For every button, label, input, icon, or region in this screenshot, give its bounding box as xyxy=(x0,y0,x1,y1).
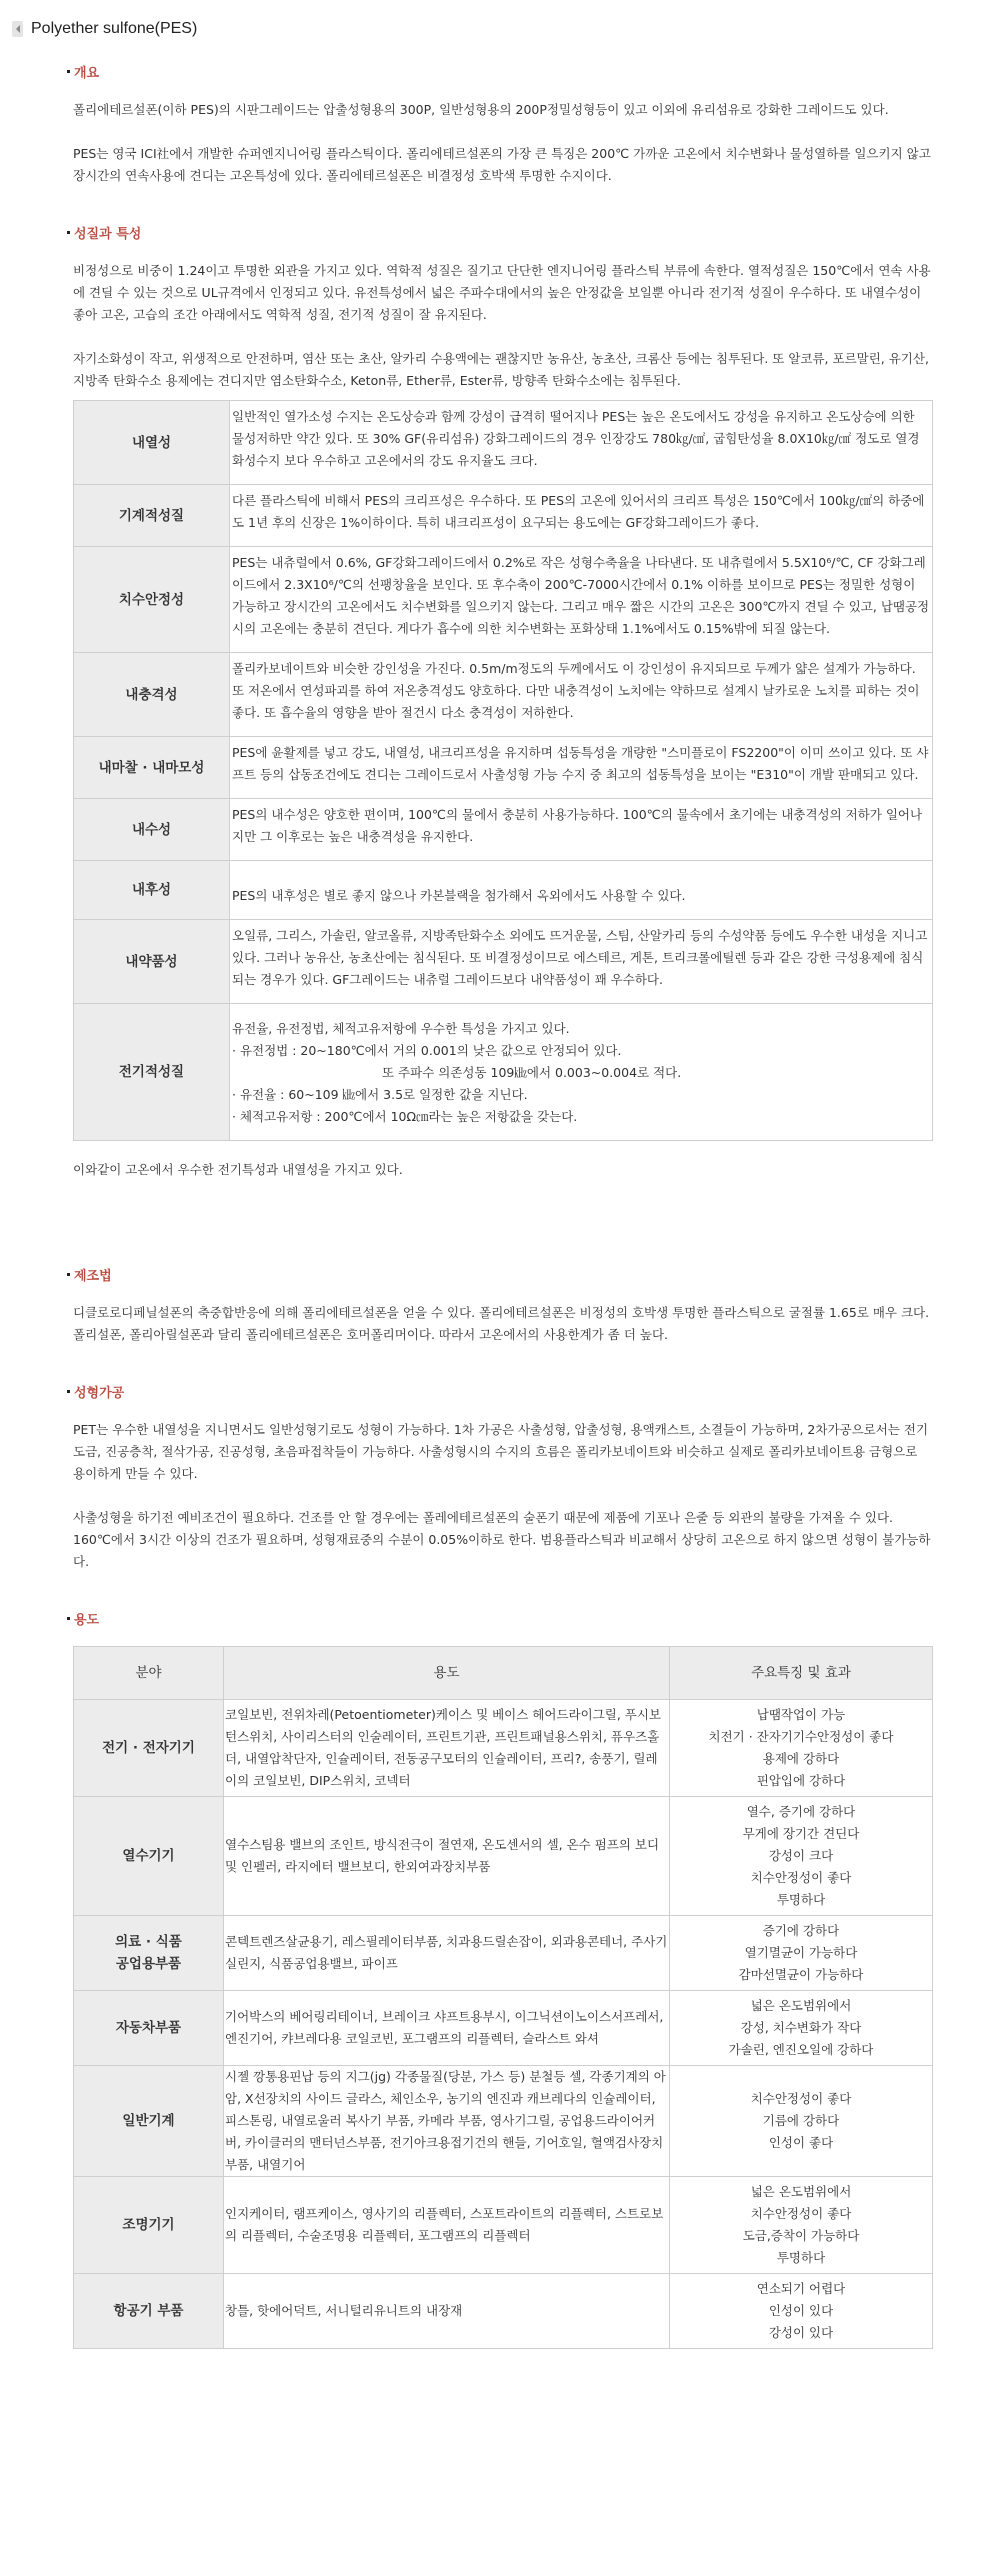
text-line: 또 주파수 의존성동 109㎑에서 0.003~0.004로 적다. xyxy=(382,1065,682,1080)
field-label: 열수기기 xyxy=(122,1848,175,1864)
field-cell xyxy=(74,1916,224,1991)
effect-item: 기름에 강하다 xyxy=(762,2113,840,2128)
effect-item: 치수안정성이 좋다 xyxy=(750,1870,852,1885)
table-row xyxy=(74,737,933,799)
effect-item: 투명하다 xyxy=(776,2250,826,2265)
table-row xyxy=(74,861,933,920)
effect-item: 넓은 온도범위에서 xyxy=(750,1998,852,2013)
section-molding xyxy=(73,1382,933,1573)
table-row xyxy=(74,2274,933,2349)
effect-item: 핀압입에 강하다 xyxy=(756,1773,846,1788)
effect-item: 치수안정성이 좋다 xyxy=(750,2206,852,2221)
use-cell: 창틀, 핫에어덕트, 서니털리유니트의 내장재 xyxy=(224,2274,670,2349)
row-text: PES의 내후성은 별로 좋지 않으나 카본블랙을 첨가해서 옥외에서도 사용할 수 있다. xyxy=(230,861,933,920)
effects-cell xyxy=(670,1700,933,1797)
paragraph: PES는 영국 ICI社에서 개발한 슈퍼엔지니어링 플라스틱이다. 폴리에테르설폰의 가장 큰 특징은 200℃ 가까운 고온에서 치수변화나 물성열하를 일으키지 않고 장시간의 연속사용에 견디는 고온특성에 있다. 폴리에테르설폰은 비결정성 호박색 투명한 수지이다. xyxy=(73,146,931,183)
row-text: PES는 내츄럴에서 0.6%, GF강화그레이드에서 0.2%로 작은 성형수축율을 나타낸다. 또 내츄럴에서 5.5X10⁶/℃, CF 강화그레이드에서 2.3X10⁶/℃의 선팽창율을 보인다. 또 후수축이 200℃-7000시간에서 0.1% 이하를 보이므로 PES는 정밀한 성형이 가능하고 장시간의 고온에서도 치수변화를 일으키지 않는다. 그리고 매우 짧은 시간의 고온은 300℃까지 견딜 수 있고, 납땜공정시의 고온에는 충분히 견딘다. 게다가 흡수에 의한 치수변화는 포화상태 1.1%에서도 0.15%밖에 되질 않는다. xyxy=(230,547,933,653)
row-text xyxy=(230,1004,933,1141)
bullet-icon xyxy=(67,70,70,73)
field-label: 조명기기 xyxy=(122,2217,175,2233)
field-label: 일반기계 xyxy=(122,2113,175,2129)
effect-item: 강성이 크다 xyxy=(768,1848,834,1863)
field-label: 의료 · 식품 xyxy=(115,1934,182,1950)
section-properties xyxy=(73,223,933,1181)
effects-cell xyxy=(670,2274,933,2349)
page-title xyxy=(12,20,197,38)
text-line: · 유전정법 : 20~180℃에서 거의 0.001의 낮은 값으로 안정되어 있다. xyxy=(232,1043,622,1058)
effect-item: 가솔린, 엔진오일에 강하다 xyxy=(728,2042,874,2057)
effect-item: 열기멸균이 가능하다 xyxy=(744,1945,858,1960)
section-heading xyxy=(67,223,933,242)
table-row xyxy=(74,1004,933,1141)
row-text: 오일류, 그리스, 가솔린, 알코올류, 지방족탄화수소 외에도 뜨거운물, 스팀, 산알카리 등의 수성약품 등에도 우수한 내성을 지니고 있다. 그러나 농유산, 농초산에는 침식된다. 또 비결정성이므로 에스테르, 게톤, 트리크롤에틸렌 등과 같은 강한 극성용제에 침식되는 경우가 있다. GF그레이드는 내츄럴 그레이드보다 내약품성이 꽤 우수하다. xyxy=(230,920,933,1004)
field-label: 항공기 부품 xyxy=(113,2303,184,2319)
heading-text: 개요 xyxy=(74,66,100,81)
field-label: 공업용부품 xyxy=(115,1956,182,1972)
use-cell: 콘텍트렌즈살균용기, 레스필레이터부품, 치과용드릴손잡이, 외과용콘테너, 주사기 실린지, 식품공업용밸브, 파이프 xyxy=(224,1916,670,1991)
paragraph: PET는 우수한 내열성을 지니면서도 일반성형기로도 성형이 가능하다. 1차 가공은 사출성형, 압출성형, 용액캐스트, 소결들이 가능하며, 2차가공으로서는 전기도금, 진공층착, 절삭가공, 진공성형, 초음파접착들이 가능하다. 사출성형시의 수지의 흐름은 폴리카보네이트와 비슷하고 실제로 폴리카보네이트용 금형으로 용이하게 만들 수 있다. xyxy=(73,1422,929,1481)
page-title-text: Polyether sulfone(PES) xyxy=(31,20,198,37)
table-row xyxy=(74,799,933,861)
table-row xyxy=(74,547,933,653)
field-label: 자동차부품 xyxy=(115,2020,182,2036)
row-label: 내약품성 xyxy=(74,920,230,1004)
properties-table xyxy=(73,400,933,1141)
effect-item: 치전기 · 잔자기기수안정성이 좋다 xyxy=(708,1729,894,1744)
paragraph: 디클로로디페닐설폰의 축중합반응에 의해 폴리에테르설폰을 얻을 수 있다. 폴리에테르설폰은 비정성의 호박생 투명한 플라스틱으로 굴절률 1.65로 매우 크다. 폴리설폰, 폴리아릴설폰과 달리 폴리에테르설폰은 호머폴리머이다. 따라서 고온에서의 사용한계가 좀 더 높다. xyxy=(73,1305,930,1342)
row-text: 일반적인 열가소성 수지는 온도상승과 함께 강성이 급격히 떨어지나 PES는 높은 온도에서도 강성을 유지하고 온도상승에 의한 물성저하만 약간 있다. 또 30% GF(유리섬유) 강화그레이드의 경우 인장강도 780㎏/㎠, 굽힘탄성율 8.0X10㎏/㎠ 정도로 열경화성수지 보다 우수하고 고온에서의 강도 유지율도 크다. xyxy=(230,401,933,485)
field-cell xyxy=(74,2274,224,2349)
table-row xyxy=(74,653,933,737)
field-label: 전기 · 전자기기 xyxy=(102,1740,195,1756)
effect-item: 열수, 증기에 강하다 xyxy=(746,1804,856,1819)
table-row xyxy=(74,1700,933,1797)
bullet-icon xyxy=(67,1273,70,1276)
back-arrow-icon[interactable] xyxy=(12,21,23,37)
row-label: 치수안정성 xyxy=(74,547,230,653)
effect-item: 납땜작업이 가능 xyxy=(756,1707,846,1722)
use-cell: 열수스팀용 밸브의 조인트, 방식전극이 절연재, 온도센서의 셀, 온수 펌프의 보디 및 인펠러, 라지에터 밸브보디, 한외여과장치부품 xyxy=(224,1797,670,1916)
effect-item: 넓은 온도범위에서 xyxy=(750,2184,852,2199)
text-line: · 체적고유저항 : 200℃에서 10Ω㎝라는 높은 저항값을 갖는다. xyxy=(232,1109,578,1124)
bullet-icon xyxy=(67,1390,70,1393)
column-header: 용도 xyxy=(224,1647,670,1700)
content xyxy=(73,62,933,2373)
effect-item: 감마선멸균이 가능하다 xyxy=(738,1967,864,1982)
field-cell xyxy=(74,1700,224,1797)
section-heading xyxy=(67,1382,933,1401)
column-header: 분야 xyxy=(74,1647,224,1700)
row-label: 내열성 xyxy=(74,401,230,485)
effect-item: 연소되기 어렵다 xyxy=(756,2281,846,2296)
section-heading xyxy=(67,1609,933,1628)
row-text: 다른 플라스틱에 비해서 PES의 크리프성은 우수하다. 또 PES의 고온에 있어서의 크리프 특성은 150℃에서 100㎏/㎠의 하중에도 1년 후의 신장은 1%이하이다. 특히 내크리프성이 요구되는 용도에는 GF강화그레이드가 좋다. xyxy=(230,485,933,547)
table-row xyxy=(74,485,933,547)
use-cell: 코일보빈, 전위차레(Petoentiometer)케이스 및 베이스 헤어드라이그릴, 푸시보턴스위치, 사이리스터의 인술레이터, 프린트기관, 프린트패널용스위치, 퓨우즈홀더, 내열압착단자, 인슐레이터, 전동공구모터의 인슐레이터, 프리?, 송풍기, 릴레이의 코일보빈, DIP스위치, 코넥터 xyxy=(224,1700,670,1797)
bullet-icon xyxy=(67,1617,70,1620)
effect-item: 인성이 좋다 xyxy=(768,2135,834,2150)
field-cell xyxy=(74,2066,224,2177)
table-row xyxy=(74,1991,933,2066)
row-label: 내마찰 · 내마모성 xyxy=(74,737,230,799)
table-row xyxy=(74,2066,933,2177)
paragraph: 자기소화성이 작고, 위생적으로 안전하며, 염산 또는 초산, 알카리 수용액에는 괜찮지만 농유산, 농초산, 크롬산 등에는 침투된다. 또 알코류, 포르말린, 유기산, 지방족 탄화수소 용제에는 견디지만 염소탄화수소, Keton류, Ether류, Ester류, 방향족 탄화수소에는 침투된다. xyxy=(73,351,929,388)
effect-item: 용제에 강하다 xyxy=(762,1751,840,1766)
row-label: 내수성 xyxy=(74,799,230,861)
row-label: 내충격성 xyxy=(74,653,230,737)
effect-item: 인성이 있다 xyxy=(768,2303,834,2318)
table-row xyxy=(74,1916,933,1991)
use-cell: 인지케이터, 램프케이스, 영사기의 리플렉터, 스포트라이트의 리플렉터, 스트로보의 리플렉터, 수술조명용 리플렉터, 포그램프의 리플렉터 xyxy=(224,2177,670,2274)
effect-item: 도금,증착이 가능하다 xyxy=(742,2228,860,2243)
table-header-row xyxy=(74,1647,933,1700)
table-row xyxy=(74,1797,933,1916)
heading-text: 성형가공 xyxy=(74,1386,125,1401)
paragraph: 폴리에테르설폰(이하 PES)의 시판그레이드는 압출성형용의 300P, 일반성형용의 200P정밀성형등이 있고 이외에 유리섬유로 강화한 그레이드도 있다. xyxy=(73,102,889,117)
effects-cell xyxy=(670,1797,933,1916)
closing-paragraph: 이와같이 고온에서 우수한 전기특성과 내열성을 가지고 있다. xyxy=(73,1162,403,1177)
paragraph: 비정성으로 비중이 1.24이고 투명한 외관을 가지고 있다. 역학적 성질은 질기고 단단한 엔지니어링 플라스틱 부류에 속한다. 열적성질은 150℃에서 연속 사용에 견딜 수 있는 것으로 UL규격에서 인정되고 있다. 유전특성에서 넓은 주파수대에서의 높은 안정값을 보일뿐 아니라 전기적 성질이 우수하다. 또 내열수성이 좋아 고온, 고습의 조간 아래에서도 역학적 성질, 전기적 성질이 잘 유지된다. xyxy=(73,263,931,322)
effects-cell xyxy=(670,2066,933,2177)
column-header: 주요특징 및 효과 xyxy=(670,1647,933,1700)
row-text: PES의 내수성은 양호한 편이며, 100℃의 물에서 충분히 사용가능하다. 100℃의 물속에서 초기에는 내충격성의 저하가 일어나지만 그 이후로는 높은 내충격성을 유지한다. xyxy=(230,799,933,861)
field-cell xyxy=(74,1991,224,2066)
section-uses xyxy=(73,1609,933,2349)
section-heading xyxy=(67,62,933,81)
effect-item: 치수안정성이 좋다 xyxy=(750,2091,852,2106)
use-cell: 기어박스의 베어링리테이너, 브레이크 샤프트용부시, 이그닉션이노이스서프레서, 엔진기어, 캬브레다용 코일코빈, 포그램프의 리플렉터, 슬라스트 와셔 xyxy=(224,1991,670,2066)
effect-item: 강성이 있다 xyxy=(768,2325,834,2340)
section-heading xyxy=(67,1265,933,1284)
row-label: 기계적성질 xyxy=(74,485,230,547)
text-line: 유전율, 유전정법, 체적고유저항에 우수한 특성을 가지고 있다. xyxy=(232,1021,570,1036)
effects-cell xyxy=(670,1991,933,2066)
heading-text: 성질과 특성 xyxy=(74,227,142,242)
effects-cell xyxy=(670,1916,933,1991)
bullet-icon xyxy=(67,231,70,234)
paragraph: 사출성형을 하기전 예비조건이 필요하다. 건조를 안 할 경우에는 폴레에테르설폰의 술폰기 때문에 제품에 기포나 은줄 등 외관의 불량을 가져올 수 있다. 160℃에서 3시간 이상의 건조가 필요하며, 성형재료중의 수분이 0.05%이하로 한다. 범용플라스틱과 비교해서 상당히 고온으로 하지 않으면 성형이 불가능하다. xyxy=(73,1510,931,1569)
table-row xyxy=(74,2177,933,2274)
row-text: PES에 윤활제를 넣고 강도, 내열성, 내크리프성을 유지하며 섭동특성을 개량한 "스미플로이 FS2200"이 이미 쓰이고 있다. 또 샤프트 등의 삽동조건에도 견디는 그레이드로서 사출성형 가능 수지 중 최고의 섭동특성을 보이는 "E310"이 개발 판매되고 있다. xyxy=(230,737,933,799)
row-label: 내후성 xyxy=(74,861,230,920)
text-line: · 유전율 : 60~109 ㎑에서 3.5로 일정한 값을 지닌다. xyxy=(232,1087,528,1102)
field-cell xyxy=(74,1797,224,1916)
section-overview xyxy=(73,62,933,187)
section-manufacturing xyxy=(73,1265,933,1346)
effect-item: 투명하다 xyxy=(776,1892,826,1907)
effects-cell xyxy=(670,2177,933,2274)
heading-text: 용도 xyxy=(74,1613,100,1628)
table-row xyxy=(74,920,933,1004)
effect-item: 무게에 장기간 견딘다 xyxy=(742,1826,860,1841)
heading-text: 제조법 xyxy=(74,1269,112,1284)
effect-item: 증기에 강하다 xyxy=(762,1923,840,1938)
row-label: 전기적성질 xyxy=(74,1004,230,1141)
use-cell: 시젤 깡통용핀납 등의 지그(jg) 각종물질(당분, 가스 등) 분철등 셀, 각종기계의 아암, X선장치의 사이드 글라스, 체인소우, 농기의 엔진과 캐브레다의 인슐레이터, 피스톤링, 내열로울러 복사기 부품, 카메라 부품, 영사기그릴, 공업용드라이어커버, 카이클러의 맨터넌스부품, 전기아크용접기건의 핸들, 기어호일, 혈액검사장치부품, 내열기어 xyxy=(224,2066,670,2177)
effect-item: 강성, 치수변화가 작다 xyxy=(740,2020,862,2035)
table-row xyxy=(74,401,933,485)
row-text: 폴리카보네이트와 비슷한 강인성을 가진다. 0.5m/m정도의 두께에서도 이 강인성이 유지되므로 두께가 얇은 설계가 가능하다. 또 저온에서 연성파괴를 하여 저온충격성도 양호하다. 다만 내충격성이 노치에는 약하므로 설계시 날카로운 노치를 피하는 것이 좋다. 또 흡수율의 영향을 받아 절건시 다소 충격성이 저하한다. xyxy=(230,653,933,737)
uses-table xyxy=(73,1646,933,2349)
field-cell xyxy=(74,2177,224,2274)
